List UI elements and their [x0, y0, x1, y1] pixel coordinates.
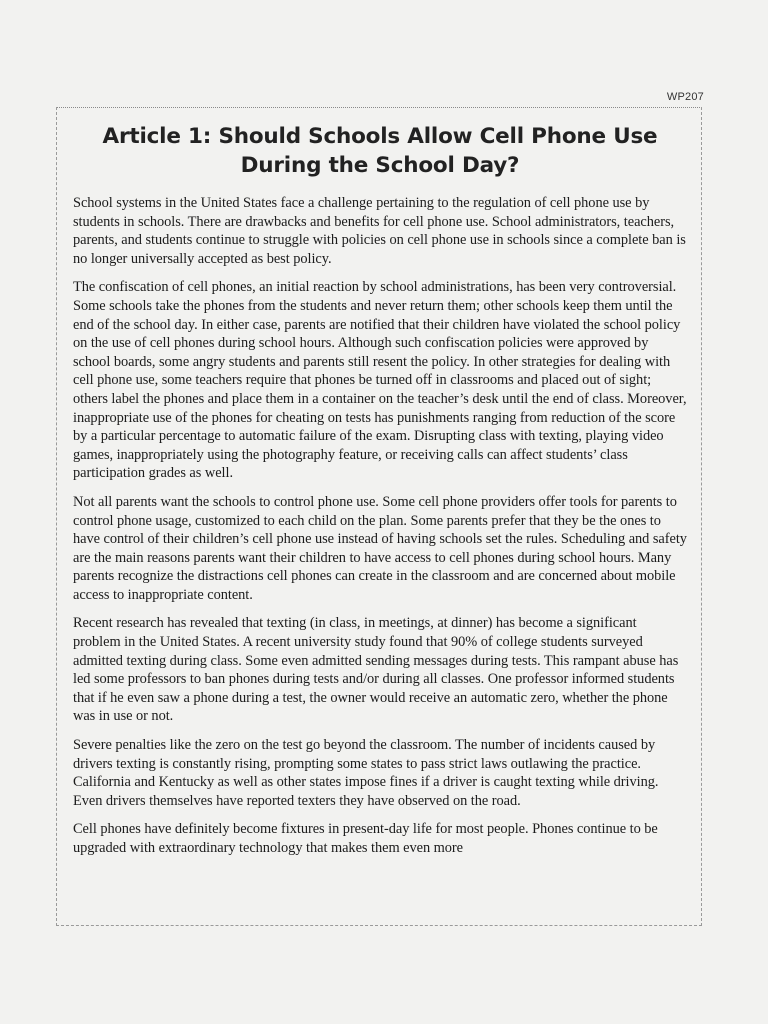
article-title-line-1: Article 1: Should Schools Allow Cell Phone Use: [102, 124, 658, 149]
paragraph-3: Not all parents want the schools to control phone use. Some cell phone providers offer tools for parents to control phone usage, customized to each child on the plan. Some parents prefer that they be the ones to have control of their children’s cell phone use instead of having schools set the rules. Scheduling and safety are the main reasons parents want their children to have access to cell phones during school hours. Many parents recognize the distractions cell phones can create in the classroom and are concerned about mobile access to inappropriate content.: [73, 493, 687, 603]
article-title-line-2: During the School Day?: [240, 153, 520, 178]
article-box: [56, 107, 702, 926]
paragraph-6: Cell phones have definitely become fixtures in present-day life for most people. Phones continue to be upgraded with extraordinary technology that makes them even more: [73, 821, 658, 856]
paragraph-2: The confiscation of cell phones, an initial reaction by school administrations, has been very controversial. Some schools take the phones from the students and never return them; other schools keep them until the end of the school day. In either case, parents are notified that their children have violated the school policy on the use of cell phones during school hours. Although such confiscation policies were approved by school boards, some angry students and parents still resent the policy. In other strategies for dealing with cell phone use, some teachers require that phones be turned off in classrooms and placed out of sight; others label the phones and place them in a container on the teacher’s desk until the end of class. Moreover, inappropriate use of the phones for cheating on tests has punishments ranging from reduction of the score by a particular percentage to automatic failure of the exam. Disrupting class with texting, playing video games, inappropriately using the photography feature, or receiving calls can affect students’ class participation grades as well.: [73, 279, 687, 482]
paragraph-4: Recent research has revealed that texting (in class, in meetings, at dinner) has become a significant problem in the United States. A recent university study found that 90% of college students surveyed admitted texting during class. Some even admitted sending messages during tests. This rampant abuse has led some professors to ban phones during tests and/or during all classes. One professor informed students that if he even saw a phone during a test, the owner would receive an automatic zero, whether the phone was in use or not.: [73, 615, 679, 725]
article-title: [73, 122, 687, 180]
paragraph-5: Severe penalties like the zero on the test go beyond the classroom. The number of incidents caused by drivers texting is constantly rising, prompting some states to pass strict laws outlawing the practice. California and Kentucky as well as other states impose fines if a driver is caught texting while driving. Even drivers themselves have reported texters they have observed on the road.: [73, 737, 659, 809]
page-code: WP207: [666, 91, 704, 103]
article-body: [73, 194, 687, 858]
paragraph-1: School systems in the United States face a challenge pertaining to the regulation of cell phone use by students in schools. There are drawbacks and benefits for cell phone use. School administrators, teachers, parents, and students continue to struggle with policies on cell phone use in schools since a complete ban is no longer universally accepted as best policy.: [73, 195, 686, 267]
